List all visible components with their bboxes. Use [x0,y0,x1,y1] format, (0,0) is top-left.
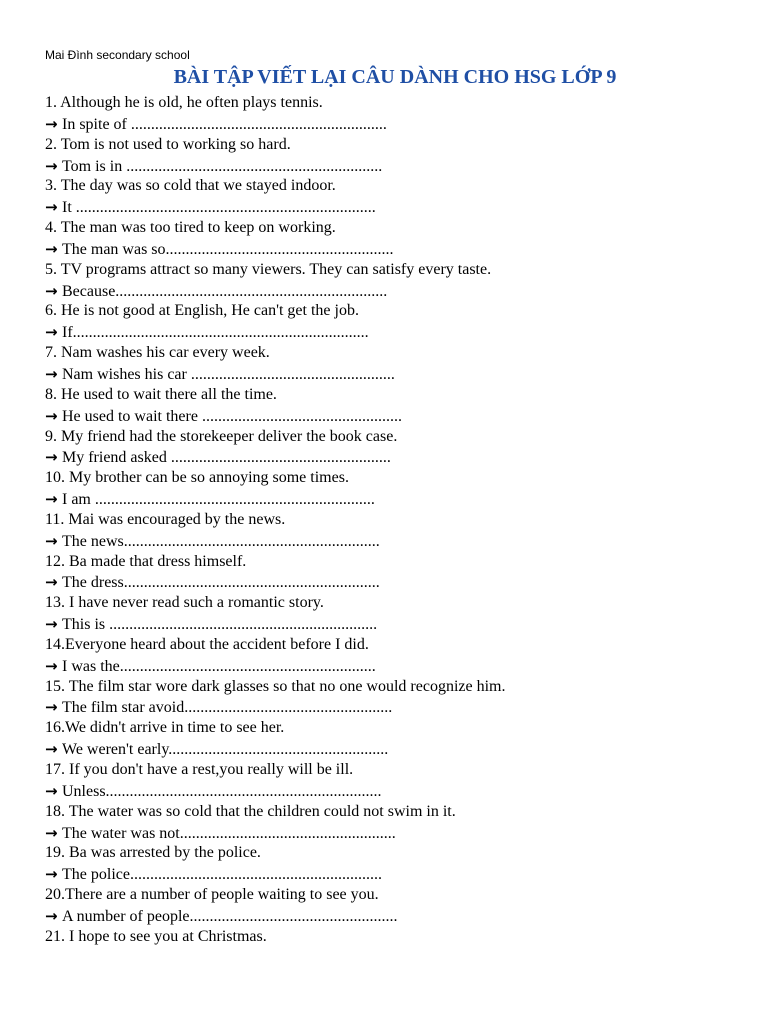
right-arrow-icon: → [45,906,58,925]
answer-prompt: He used to wait there .................................................. [62,407,402,425]
exercise-question: 12. Ba made that dress himself. [45,552,247,570]
answer-prompt: If.......................................................................... [62,324,369,342]
exercise-question: 17. If you don't have a rest,you really will be ill. [45,761,354,778]
page-title: BÀI TẬP VIẾT LẠI CÂU DÀNH CHO HSG LỚP 9 [173,66,617,88]
exercise-answer-line [45,239,745,260]
school-name: Mai Đình secondary school [45,48,190,62]
exercise-answer-line [45,447,745,468]
right-arrow-icon: → [45,656,58,675]
answer-prompt: Tom is in ................................................................ [62,157,383,175]
answer-prompt: This is ................................................................... [62,616,378,634]
exercise-answer-line [45,614,745,635]
exercise-question: 18. The water was so cold that the children could not swim in it. [45,802,456,820]
exercise-answer-line [45,406,745,427]
exercise-question: 6. He is not good at English, He can't get the job. [45,302,359,320]
right-arrow-icon: → [45,490,58,509]
right-arrow-icon: → [45,698,58,717]
answer-prompt: Unless..................................................................... [62,782,382,800]
right-arrow-icon: → [45,781,58,800]
exercise-answer-line [45,114,745,135]
answer-prompt: Because.................................................................... [62,282,388,300]
exercise-answer-line [45,197,745,218]
answer-prompt: The man was so......................................................... [62,240,394,258]
exercise-question: 16.We didn't arrive in time to see her. [45,719,285,737]
exercise-question: 5. TV programs attract so many viewers. They can satisfy every taste. [45,260,492,278]
exercise-question: 4. The man was too tired to keep on working. [45,219,336,237]
exercise-answer-line [45,531,745,552]
exercise-answer-line [45,572,745,593]
right-arrow-icon: → [45,406,58,425]
exercise-question: 8. He used to wait there all the time. [45,385,277,403]
answer-prompt: The film star avoid.................................................... [62,699,393,717]
exercise-answer-line [45,697,745,718]
answer-prompt: Nam wishes his car ................................................... [62,365,395,383]
answer-prompt: I was the................................................................ [62,657,376,675]
right-arrow-icon: → [45,573,58,592]
answer-prompt: A number of people.................................................... [62,907,398,925]
right-arrow-icon: → [45,323,58,342]
right-arrow-icon: → [45,740,58,759]
exercise-answer-line [45,656,745,677]
answer-prompt: I am ...................................................................... [62,491,375,509]
answer-prompt: The dress................................................................ [62,574,380,592]
exercise-question: 19. Ba was arrested by the police. [45,844,261,862]
exercise-answer-line [45,739,745,760]
exercise-question: 10. My brother can be so annoying some times. [45,469,349,487]
right-arrow-icon: → [45,615,58,634]
answer-prompt: It ........................................................................... [62,199,376,217]
exercise-answer-line [45,489,745,510]
right-arrow-icon: → [45,531,58,550]
exercise-answer-line [45,781,745,802]
exercise-answer-line [45,823,745,844]
right-arrow-icon: → [45,281,58,300]
exercise-question: 9. My friend had the storekeeper deliver the book case. [45,427,398,445]
exercise-answer-line [45,156,745,177]
right-arrow-icon: → [45,198,58,217]
answer-prompt: The water was not...................................................... [62,824,396,842]
right-arrow-icon: → [45,865,58,884]
exercise-question: 21. I hope to see you at Christmas. [45,927,267,945]
exercise-question: 7. Nam washes his car every week. [45,344,270,362]
exercise-question: 13. I have never read such a romantic story. [45,594,324,612]
answer-prompt: The police............................................................... [62,866,382,884]
exercise-answer-line [45,322,745,343]
answer-prompt: We weren't early....................................................... [62,741,389,759]
exercise-question: 14.Everyone heard about the accident before I did. [45,635,369,653]
worksheet-page [45,46,745,948]
answer-prompt: The news................................................................ [62,532,380,550]
right-arrow-icon: → [45,823,58,842]
exercise-answer-line [45,906,745,927]
exercise-list [45,93,745,948]
exercise-answer-line [45,864,745,885]
right-arrow-icon: → [45,448,58,467]
answer-prompt: My friend asked ....................................................... [62,449,391,467]
exercise-question: 1. Although he is old, he often plays tennis. [45,94,323,111]
answer-prompt: In spite of ................................................................ [62,115,387,133]
exercise-question: 2. Tom is not used to working so hard. [45,135,291,153]
exercise-answer-line [45,281,745,302]
exercise-question: 11. Mai was encouraged by the news. [45,510,286,528]
right-arrow-icon: → [45,364,58,383]
exercise-question: 15. The film star wore dark glasses so that no one would recognize him. [45,677,506,695]
exercise-answer-line [45,364,745,385]
exercise-question: 3. The day was so cold that we stayed indoor. [45,177,336,195]
exercise-question: 20.There are a number of people waiting to see you. [45,886,379,904]
right-arrow-icon: → [45,114,58,133]
right-arrow-icon: → [45,156,58,175]
right-arrow-icon: → [45,239,58,258]
